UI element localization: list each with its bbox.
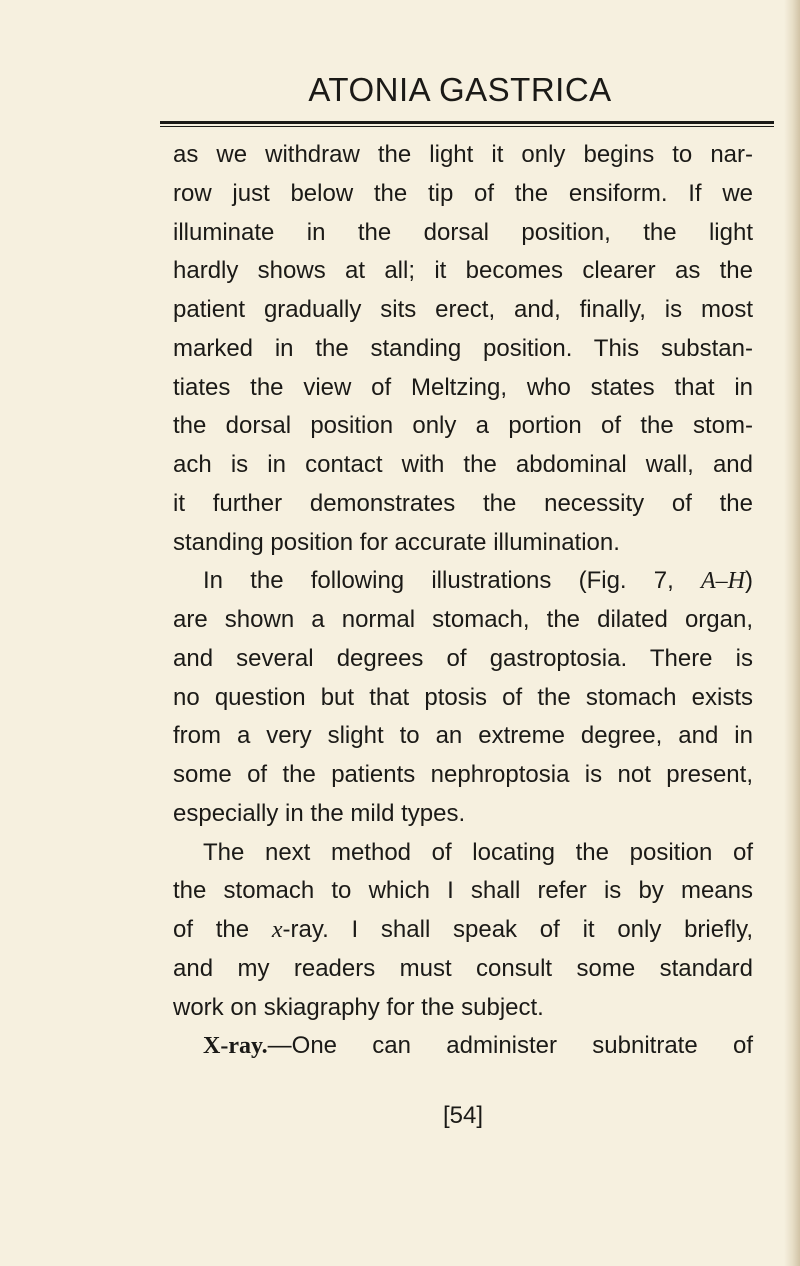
- body-text: [173, 136, 753, 1066]
- text-line: some of the patients nephroptosia is not present,: [173, 761, 753, 788]
- text-run: In the following illustrations (Fig. 7,: [203, 567, 701, 595]
- text-line: tiates the view of Meltzing, who states that in: [173, 373, 753, 401]
- page-edge-shadow: [784, 0, 800, 1266]
- text-line: the stomach to which I shall refer is by means: [173, 877, 753, 905]
- text-line: and my readers must consult some standard: [173, 954, 753, 982]
- text-line: illuminate in the dorsal position, the light: [173, 218, 753, 246]
- text-line: and several degrees of gastroptosia. There is: [173, 644, 753, 672]
- running-head: ATONIA GASTRICA: [308, 71, 612, 108]
- text-line: it further demonstrates the necessity of the: [173, 489, 753, 517]
- text-line: work on skiagraphy for the subject.: [173, 993, 544, 1021]
- text-line: are shown a normal stomach, the dilated organ,: [173, 606, 753, 633]
- text-run: of the: [173, 916, 272, 943]
- text-line: especially in the mild types.: [173, 799, 466, 827]
- text-run: -ray. I shall speak of it only briefly,: [282, 916, 753, 943]
- text-line-paragraph-start: [173, 562, 753, 601]
- text-run: —One can administer subnitrate of: [267, 1032, 753, 1060]
- header-rule-thin: [160, 126, 774, 127]
- page-number: [54]: [442, 1102, 484, 1129]
- text-line: patient gradually sits erect, and, finally, is most: [173, 296, 753, 323]
- text-line: row just below the tip of the ensiform. If we: [173, 179, 753, 207]
- italic-x: x: [271, 917, 283, 943]
- text-line: the dorsal position only a portion of the stom-: [173, 412, 753, 440]
- text-line: marked in the standing position. This substan-: [173, 334, 753, 362]
- section-heading-xray: X-ray.: [203, 1033, 268, 1060]
- text-line: hardly shows at all; it becomes clearer as the: [173, 257, 753, 285]
- text-run: ): [745, 567, 753, 595]
- text-line: ach is in contact with the abdominal wall, and: [173, 451, 753, 478]
- text-line: standing position for accurate illumination.: [173, 528, 620, 556]
- text-line-section-start: [173, 1027, 753, 1066]
- text-line: as we withdraw the light it only begins to nar-: [173, 141, 753, 168]
- text-line: no question but that ptosis of the stomach exists: [173, 683, 753, 711]
- text-line: from a very slight to an extreme degree, and in: [173, 722, 753, 750]
- header-rule-thick: [160, 121, 774, 124]
- italic-figure-range: A–H: [701, 568, 745, 595]
- text-line-paragraph-start: The next method of locating the position of: [203, 838, 753, 866]
- text-line: [173, 911, 753, 950]
